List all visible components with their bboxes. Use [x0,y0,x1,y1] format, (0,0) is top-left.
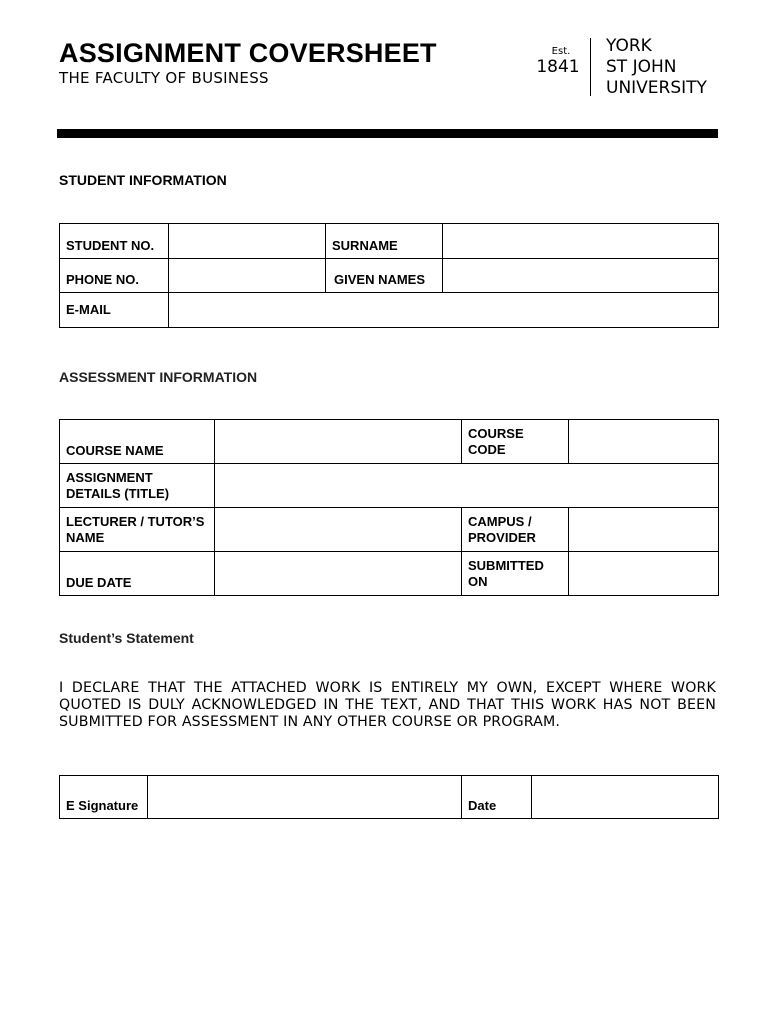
signature-table [59,775,719,819]
given-names-label: GIVEN NAMES [326,259,443,293]
declaration-text: I DECLARE THAT THE ATTACHED WORK IS ENTIRELY MY OWN, EXCEPT WHERE WORK QUOTED IS DULY ACKNOWLEDGED IN THE TEXT, AND THAT THIS WORK HAS NOT BEEN SUBMITTED FOR ASSESSMENT IN ANY OTHER COURSE OR PROGRAM. [59,680,716,730]
logo-year-text: 1841 [536,57,580,77]
logo-est-text: Est. [551,46,571,57]
course-name-field[interactable] [215,420,462,464]
given-names-field[interactable] [443,259,719,293]
due-date-label: DUE DATE [60,552,215,596]
email-label: E-MAIL [60,293,169,328]
student-info-table [59,223,719,328]
assessment-info-table [59,419,719,596]
phone-field[interactable] [169,259,326,293]
submitted-on-field[interactable] [569,552,719,596]
table-row [60,508,719,552]
course-code-field[interactable] [569,420,719,464]
table-row [60,776,719,819]
document-subtitle: THE FACULTY OF BUSINESS [59,69,269,87]
table-row [60,464,719,508]
document-title: ASSIGNMENT COVERSHEET [59,38,437,68]
phone-label: PHONE NO. [60,259,169,293]
surname-field[interactable] [443,224,719,259]
e-signature-label: E Signature [60,776,148,819]
campus-label: CAMPUS / PROVIDER [462,508,569,552]
campus-field[interactable] [569,508,719,552]
logo-line-2: ST JOHN [606,57,677,77]
student-info-heading: STUDENT INFORMATION [59,172,227,188]
surname-label: SURNAME [326,224,443,259]
lecturer-field[interactable] [215,508,462,552]
university-logo [536,36,716,98]
logo-divider [590,38,591,96]
logo-line-1: YORK [606,36,652,56]
email-field[interactable] [169,293,719,328]
date-field[interactable] [532,776,719,819]
assessment-info-heading: ASSESSMENT INFORMATION [59,369,258,385]
submitted-on-label: SUBMITTED ON [462,552,569,596]
assignment-details-label: ASSIGNMENT DETAILS (TITLE) [60,464,215,508]
lecturer-label: LECTURER / TUTOR’S NAME [60,508,215,552]
assignment-details-field[interactable] [215,464,719,508]
table-row [60,552,719,596]
student-no-label: STUDENT NO. [60,224,169,259]
table-row [60,420,719,464]
table-row [60,293,719,328]
header-rule [57,129,718,138]
e-signature-field[interactable] [148,776,462,819]
date-label: Date [462,776,532,819]
logo-line-3: UNIVERSITY [606,78,707,98]
student-no-field[interactable] [169,224,326,259]
table-row [60,259,719,293]
course-name-label: COURSE NAME [60,420,215,464]
due-date-field[interactable] [215,552,462,596]
statement-heading: Student’s Statement [59,630,194,646]
table-row [60,224,719,259]
course-code-label: COURSE CODE [462,420,569,464]
